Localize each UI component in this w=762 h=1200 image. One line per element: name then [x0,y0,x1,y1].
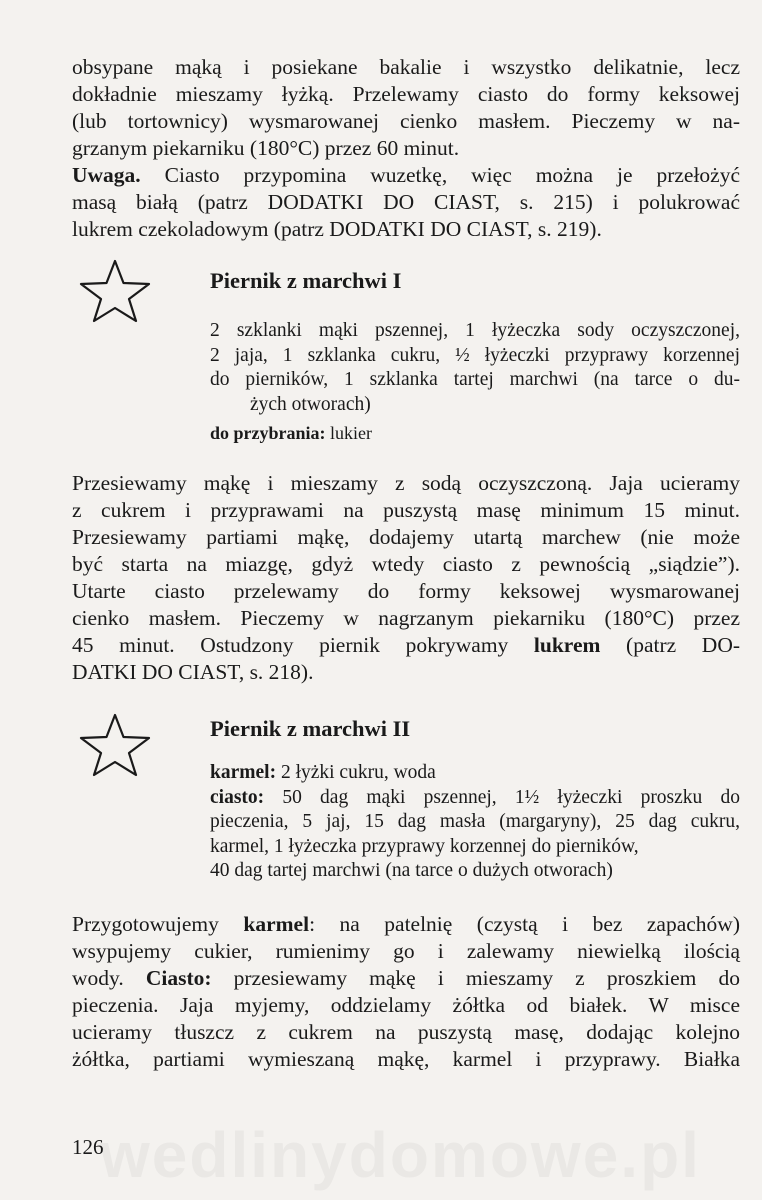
text-fragment: Przygotowujemy [72,912,244,936]
ingredient-line: karmel, 1 łyżeczka przyprawy korzennej do pierników, [210,835,639,857]
text-line: pieczenia. Jaja myjemy, oddzielamy żółtka od białek. W misce [72,993,740,1017]
garnish-value: lukier [325,423,373,443]
ingredients-list [210,319,740,446]
text-fragment: wody. [72,966,146,990]
method-paragraph [72,470,740,686]
ingredient-line: pieczenia, 5 jaj, 15 dag masła (margaryny), 25 dag cukru, [210,811,740,832]
recipe-title: Piernik z marchwi II [210,716,411,741]
text-line: Utarte ciasto przelewamy do formy keksowej wysmarowanej [72,579,740,603]
intro-paragraph [72,54,740,243]
method-paragraph [72,911,740,1073]
text-line: DATKI DO CIAST, s. 218). [72,660,314,684]
ingredient-line: 40 dag tartej marchwi (na tarce o dużych otworach) [210,860,613,881]
text-line: Przesiewamy mąkę i mieszamy z sodą oczyszczoną. Jaja ucieramy [72,471,740,495]
watermark: wedlinydomowe.pl [100,1119,701,1191]
ingredient-line: do pierników, 1 szklanka tartej marchwi (na tarce o du- [210,369,740,390]
text-fragment: (patrz DO- [600,633,741,657]
text-line: ucieramy tłuszcz z cukrem na puszystą masę, dodając kolejno [72,1020,740,1044]
text-line: być starta na miazgę, gdyż wtedy ciasto z pewnością „siądzie”). [72,552,740,576]
text-line: Przesiewamy partiami mąkę, dodajemy utartą marchew (nie może [72,525,740,549]
text-line: (lub tortownicy) wysmarowanej cienko masłem. Pieczemy w na- [72,109,740,133]
recipe-title: Piernik z marchwi I [210,268,402,293]
star-outline-icon [78,712,152,778]
text-line [72,911,740,938]
ingredient-line: 2 jaja, 1 szklanka cukru, ½ łyżeczki przyprawy korzennej [210,344,740,366]
ingredients-list [210,761,740,884]
bold-term: Ciasto: [145,966,212,990]
caramel-label: karmel: [210,762,277,783]
caramel-value: 2 łyżki cukru, woda [276,762,436,783]
caramel-line [210,761,740,786]
text-line: grzanym piekarniku (180°C) przez 60 minut. [72,136,460,160]
text-fragment: : na patelnię (czystą i bez zapachów) [309,912,740,936]
text-line: lukrem czekoladowym (patrz DODATKI DO CIAST, s. 219). [72,217,602,241]
text-line: z cukrem i przyprawami na puszystą masę minimum 15 minut. [72,498,740,522]
text-line [72,632,740,659]
note-label: Uwaga. [72,163,141,187]
text-line: dokładnie mieszamy łyżką. Przelewamy ciasto do formy keksowej [72,82,740,106]
ingredient-line: 2 szklanki mąki pszennej, 1 łyżeczka sody oczyszczonej, [210,320,740,341]
dough-line [210,786,740,811]
ingredient-line: żych otworach) [250,393,371,415]
page-number: 126 [72,1135,104,1159]
text-fragment: przesiewamy mąkę i mieszamy z proszkiem do [211,966,740,990]
text-line: masą białą (patrz DODATKI DO CIAST, s. 215) i polukrować [72,190,740,214]
text-line: cienko masłem. Pieczemy w nagrzanym piekarniku (180°C) przez [72,606,740,630]
garnish-label: do przybrania: [210,423,326,443]
bold-term: lukrem [533,633,601,657]
dough-value: 50 dag mąki pszennej, 1½ łyżeczki proszku do [264,786,740,808]
garnish-line [210,421,740,446]
text-fragment: 45 minut. Ostudzony piernik pokrywamy [72,633,534,657]
bold-term: karmel [243,912,310,936]
star-outline-icon [78,258,152,324]
text-line: obsypane mąką i posiekane bakalie i wszystko delikatnie, lecz [72,55,740,79]
text-line [72,965,740,992]
text-line: wsypujemy cukier, rumienimy go i zalewamy niewielką ilością [72,939,740,963]
text-line: żółtka, partiami wymieszaną mąkę, karmel i przyprawy. Białka [72,1047,740,1071]
note-text: Ciasto przypomina wuzetkę, więc można je przełożyć [140,163,740,187]
note-line [72,162,740,189]
dough-label: ciasto: [210,786,265,808]
